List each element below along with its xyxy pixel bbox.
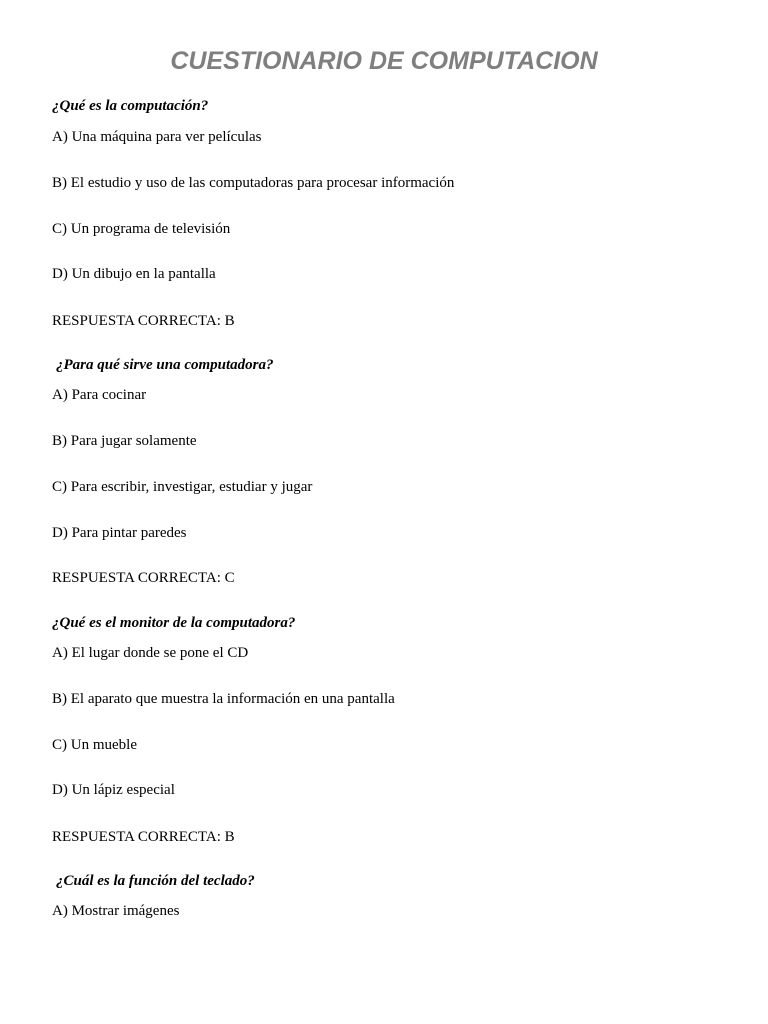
question-2-option-a: A) Para cocinar — [52, 387, 147, 403]
question-1-option-c: C) Un programa de televisión — [52, 221, 231, 237]
question-1-option-d: D) Un dibujo en la pantalla — [52, 266, 216, 282]
question-2-text: ¿Para qué sirve una computadora? — [56, 357, 274, 373]
document-title: CUESTIONARIO DE COMPUTACION — [170, 47, 598, 75]
question-2-option-b: B) Para jugar solamente — [52, 433, 197, 449]
question-3-answer: RESPUESTA CORRECTA: B — [52, 829, 235, 845]
question-1-option-b: B) El estudio y uso de las computadoras para procesar información — [52, 175, 455, 191]
question-1-text: ¿Qué es la computación? — [52, 98, 209, 114]
question-4-text: ¿Cuál es la función del teclado? — [56, 873, 255, 889]
question-3-option-d: D) Un lápiz especial — [52, 782, 175, 798]
question-2-option-d: D) Para pintar paredes — [52, 525, 187, 541]
question-1-answer: RESPUESTA CORRECTA: B — [52, 313, 235, 329]
question-3-text: ¿Qué es el monitor de la computadora? — [52, 615, 296, 631]
question-1-option-a: A) Una máquina para ver películas — [52, 129, 262, 145]
question-4-option-a: A) Mostrar imágenes — [52, 903, 180, 919]
question-3-option-b: B) El aparato que muestra la información en una pantalla — [52, 691, 395, 707]
question-2-answer: RESPUESTA CORRECTA: C — [52, 570, 235, 586]
question-2-option-c: C) Para escribir, investigar, estudiar y jugar — [52, 479, 313, 495]
question-3-option-a: A) El lugar donde se pone el CD — [52, 645, 249, 661]
question-3-option-c: C) Un mueble — [52, 737, 137, 753]
